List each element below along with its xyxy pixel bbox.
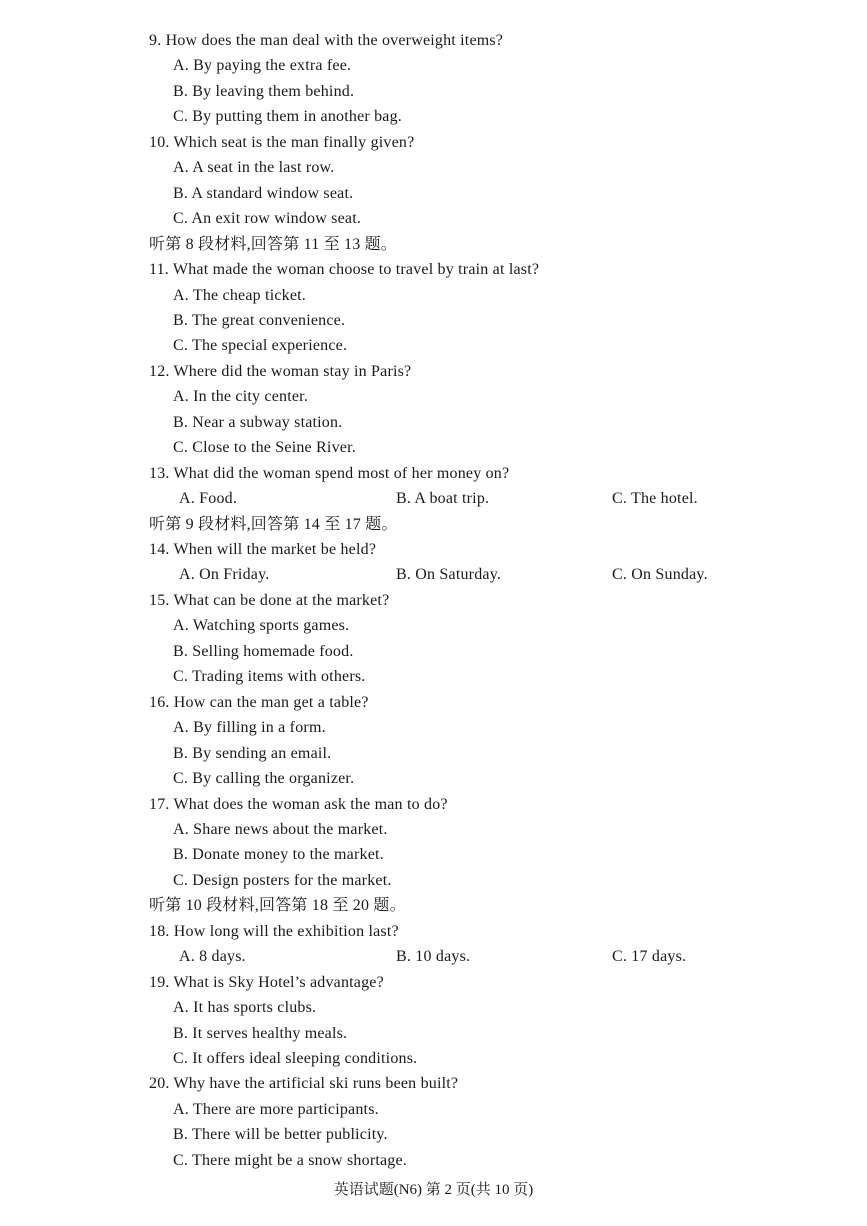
question-text: 10. Which seat is the man finally given? <box>149 133 415 151</box>
option-text: C. Trading items with others. <box>173 668 366 686</box>
question-text: 13. What did the woman spend most of her money on? <box>149 464 510 482</box>
question-text: 14. When will the market be held? <box>149 541 377 558</box>
option-text: A. The cheap ticket. <box>173 286 306 304</box>
option-text: B. On Saturday. <box>396 566 502 584</box>
option-text: B. A boat trip. <box>396 490 490 508</box>
option-text: C. There might be a snow shortage. <box>173 1151 408 1169</box>
question-text: 16. How can the man get a table? <box>149 693 369 711</box>
option-text: C. By putting them in another bag. <box>173 108 402 126</box>
option-text: C. It offers ideal sleeping conditions. <box>173 1050 418 1067</box>
option-text: A. Share news about the market. <box>173 820 388 838</box>
option-row <box>0 944 867 969</box>
option-text: C. The hotel. <box>612 490 698 508</box>
option-row <box>0 562 867 587</box>
option-text: C. An exit row window seat. <box>173 210 362 228</box>
question-text: 18. How long will the exhibition last? <box>149 922 399 940</box>
option-text: B. Near a subway station. <box>173 413 343 431</box>
section-heading: 听第 10 段材料,回答第 18 至 20 题。 <box>149 897 406 915</box>
option-text: C. The special experience. <box>173 337 348 355</box>
option-text: B. There will be better publicity. <box>173 1126 388 1144</box>
option-text: A. On Friday. <box>179 566 270 584</box>
option-text: C. On Sunday. <box>612 566 708 584</box>
option-text: B. It serves healthy meals. <box>173 1024 348 1042</box>
option-text: C. 17 days. <box>612 948 687 966</box>
question-text: 9. How does the man deal with the overweight items? <box>149 32 504 49</box>
question-text: 19. What is Sky Hotel’s advantage? <box>149 973 384 991</box>
option-text: B. The great convenience. <box>173 311 346 329</box>
question-text: 11. What made the woman choose to travel by train at last? <box>149 261 540 279</box>
option-text: B. By sending an email. <box>173 744 332 762</box>
option-text: A. Watching sports games. <box>173 617 350 635</box>
option-text: A. There are more participants. <box>173 1100 379 1118</box>
option-text: B. By leaving them behind. <box>173 82 355 100</box>
section-heading: 听第 9 段材料,回答第 14 至 17 题。 <box>149 515 398 533</box>
question-text: 12. Where did the woman stay in Paris? <box>149 362 412 380</box>
section-heading: 听第 8 段材料,回答第 11 至 13 题。 <box>149 235 398 253</box>
option-text: A. Food. <box>179 490 238 508</box>
option-text: C. Design posters for the market. <box>173 871 392 889</box>
option-text: A. 8 days. <box>179 948 246 966</box>
option-row <box>0 486 867 511</box>
option-text: A. In the city center. <box>173 388 309 406</box>
option-text: A. By filling in a form. <box>173 719 326 737</box>
option-text: A. A seat in the last row. <box>173 159 335 177</box>
option-text: C. Close to the Seine River. <box>173 439 356 457</box>
option-text: A. It has sports clubs. <box>173 999 317 1017</box>
option-text: C. By calling the organizer. <box>173 770 355 788</box>
option-text: B. 10 days. <box>396 948 471 966</box>
page-footer: 英语试题(N6) 第 2 页(共 10 页) <box>333 1182 534 1198</box>
option-text: B. Donate money to the market. <box>173 846 384 864</box>
question-text: 15. What can be done at the market? <box>149 591 390 609</box>
question-text: 20. Why have the artificial ski runs been built? <box>149 1075 459 1093</box>
option-text: B. Selling homemade food. <box>173 642 354 660</box>
option-text: B. A standard window seat. <box>173 184 354 202</box>
question-text: 17. What does the woman ask the man to do? <box>149 795 448 813</box>
option-text: A. By paying the extra fee. <box>173 57 352 75</box>
